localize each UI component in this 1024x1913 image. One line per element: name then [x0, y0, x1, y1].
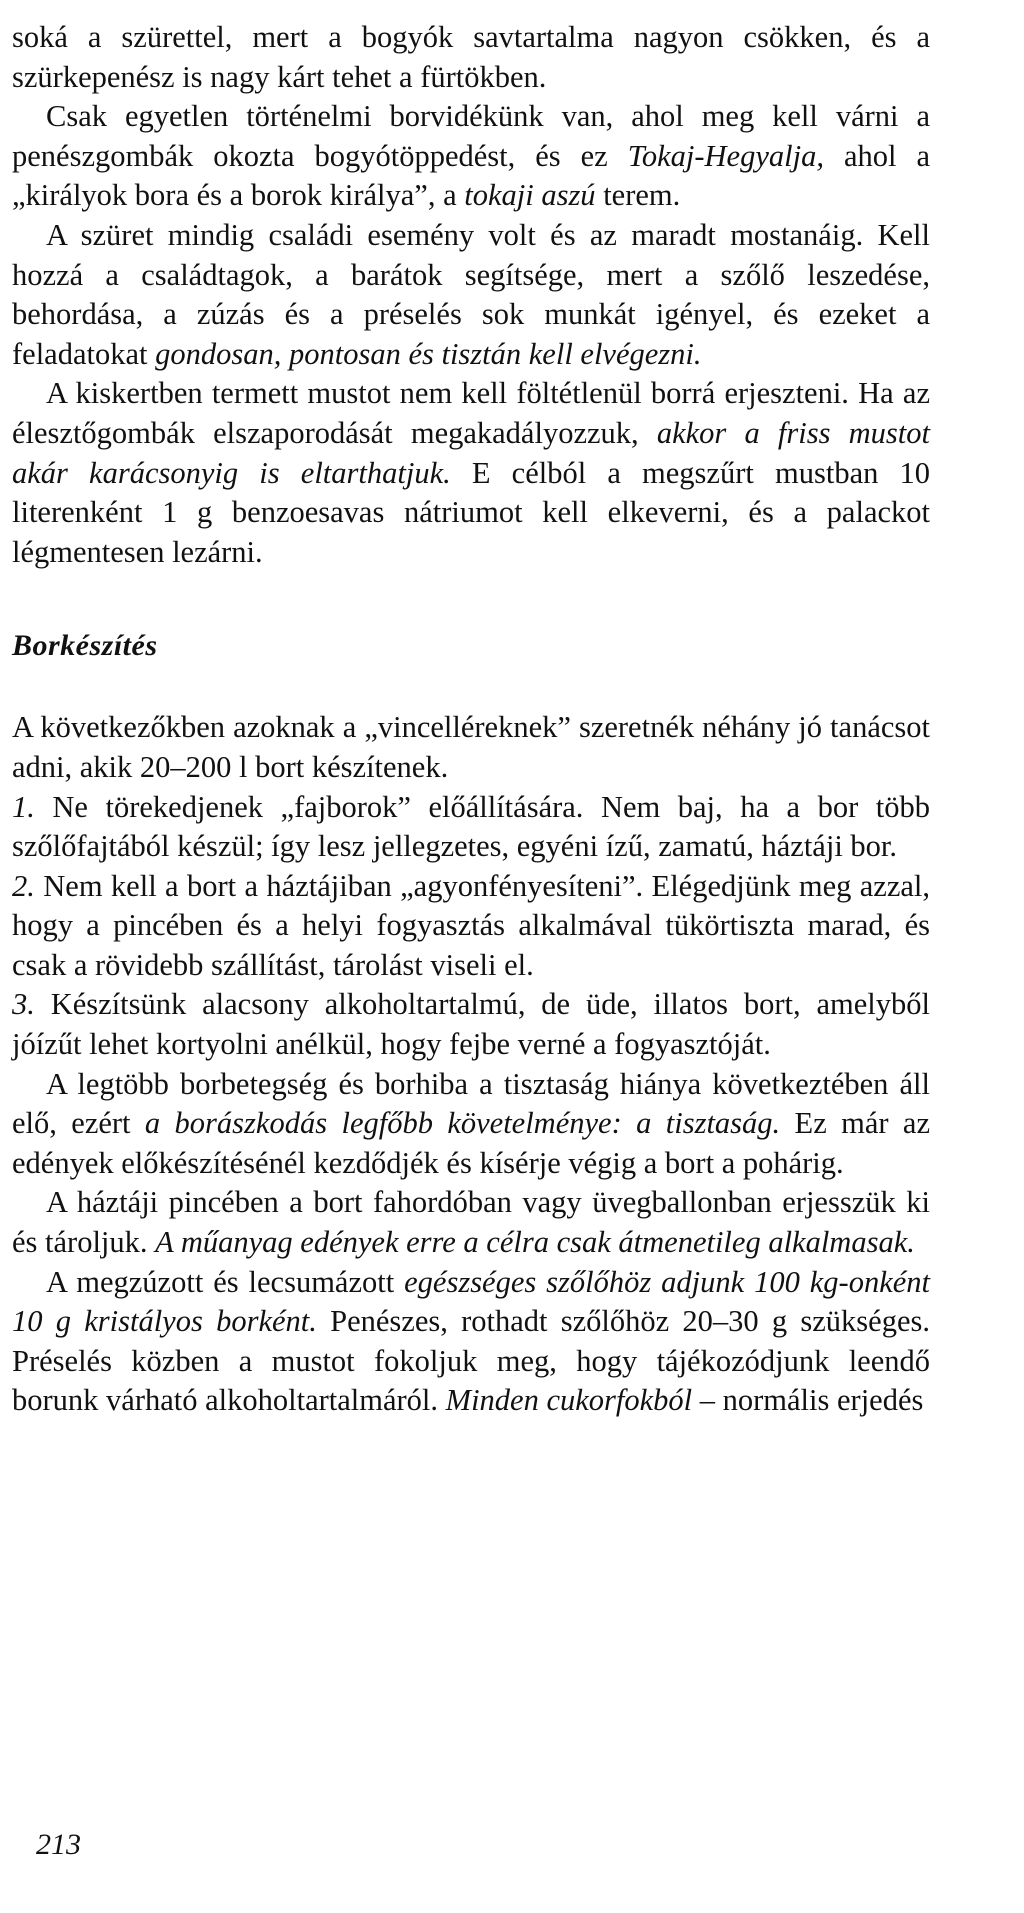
paragraph-szuret: [12, 216, 930, 374]
text-span: terem.: [595, 178, 681, 213]
text-span: ahol a „királyok bora és a borok királya”, a: [12, 138, 930, 213]
book-page: [12, 18, 930, 1421]
text-span: Penészes, rothadt szőlőhöz 20–30 g szükséges. Préselés közben a mustot fokoljuk meg, hogy tájékozódjunk leendő borunk várható alkoholtartalmáról.: [12, 1304, 930, 1418]
text-span: E célból a megszűrt mustban 10 literenként 1 g benzoesavas nátriumot kell elkeverni, és a palackot légmentesen lezárni.: [12, 455, 931, 569]
italic-span: A műanyag edények erre a célra csak átmenetileg alkalmasak.: [155, 1225, 915, 1260]
text-span: A következőkben azoknak a „vincelléreknek” szeretnék néhány jó tanácsot adni, akik 20–200 l bort készítenek.: [12, 710, 930, 784]
italic-span: a borászkodás legfőbb követelménye: a tisztaság.: [144, 1106, 781, 1141]
text-span: soká a szürettel, mert a bogyók savtartalma nagyon csökken, és a szürkepenész is nagy kárt tehet a fürtökben.: [12, 20, 930, 94]
italic-span: egészséges szőlőhöz adjunk 100 kg-onként 10 g kristályos borként.: [12, 1264, 931, 1339]
paragraph-continuation: [12, 18, 930, 97]
text-span: A megzúzott és lecsumázott: [46, 1264, 405, 1299]
text-span: Csak egyetlen történelmi borvidékünk van, ahol meg kell várni a penészgombák okozta bogyótöppedést, és ez: [12, 99, 930, 173]
text-span: A szüret mindig családi esemény volt és az maradt mostanáig. Kell hozzá a családtagok, a barátok segítsége, mert a szőlő leszedése, behordása, a zúzás és a préselés sok munkát igényel, és ezeket a feladatokat: [12, 217, 930, 371]
item-number: 1.: [12, 789, 35, 824]
text-span: A kiskertben termett mustot nem kell föltétlenül borrá erjeszteni. Ha az élesztőgombák elszaporodását megakadályozzuk,: [12, 376, 930, 450]
text-span: A legtöbb borbetegség és borhiba a tisztaság hiánya következtében áll elő, ezért: [12, 1066, 930, 1141]
text-span: – normális erjedés: [692, 1383, 924, 1418]
italic-span: Tokaj-Hegyalja,: [627, 138, 824, 173]
numbered-item: [12, 867, 930, 986]
italic-span: gondosan, pontosan és tisztán kell elvégezni.: [155, 336, 702, 371]
paragraph-kenezes: [12, 1263, 930, 1421]
italic-span: tokaji aszú: [464, 178, 596, 213]
numbered-item: [12, 788, 930, 867]
paragraph-must: [12, 374, 930, 572]
section-heading: Borkészítés: [12, 629, 158, 663]
text-span: A háztáji pincében a bort fahordóban vagy üvegballonban erjesszük ki és tároljuk.: [12, 1185, 930, 1260]
paragraph-intro: [12, 708, 930, 787]
item-text: Készítsünk alacsony alkoholtartalmú, de üde, illatos bort, amelyből jóízűt lehet kortyolni anélkül, hogy fejbe verné a fogyasztóját.: [12, 987, 930, 1062]
text-span: Ez már az edények előkészítésénél kezdődjék és kísérje végig a bort a pohárig.: [12, 1106, 930, 1180]
item-text: Ne törekedjenek „fajborok” előállítására. Nem baj, ha a bor több szőlőfajtából készül; így lesz jellegzetes, egyéni ízű, zamatú, háztáji bor.: [12, 789, 930, 864]
page-number: 213: [36, 1828, 81, 1861]
item-number: 2.: [12, 868, 35, 903]
numbered-item: [12, 985, 930, 1064]
italic-span: Minden cukorfokból: [445, 1383, 693, 1418]
paragraph-pince: [12, 1183, 930, 1262]
paragraph-tisztasag: [12, 1065, 930, 1184]
item-number: 3.: [12, 987, 35, 1022]
paragraph-tokaj: [12, 97, 930, 216]
italic-span: akkor a friss mustot akár karácsonyig is eltarthatjuk.: [12, 415, 930, 490]
section-body: [12, 708, 930, 1421]
item-text: Nem kell a bort a háztájiban „agyonfényesíteni”. Elégedjünk meg azzal, hogy a pincében és a helyi fogyasztás alkalmával tükörtiszta marad, és csak a rövidebb szállítást, tárolást viseli el.: [12, 868, 930, 982]
